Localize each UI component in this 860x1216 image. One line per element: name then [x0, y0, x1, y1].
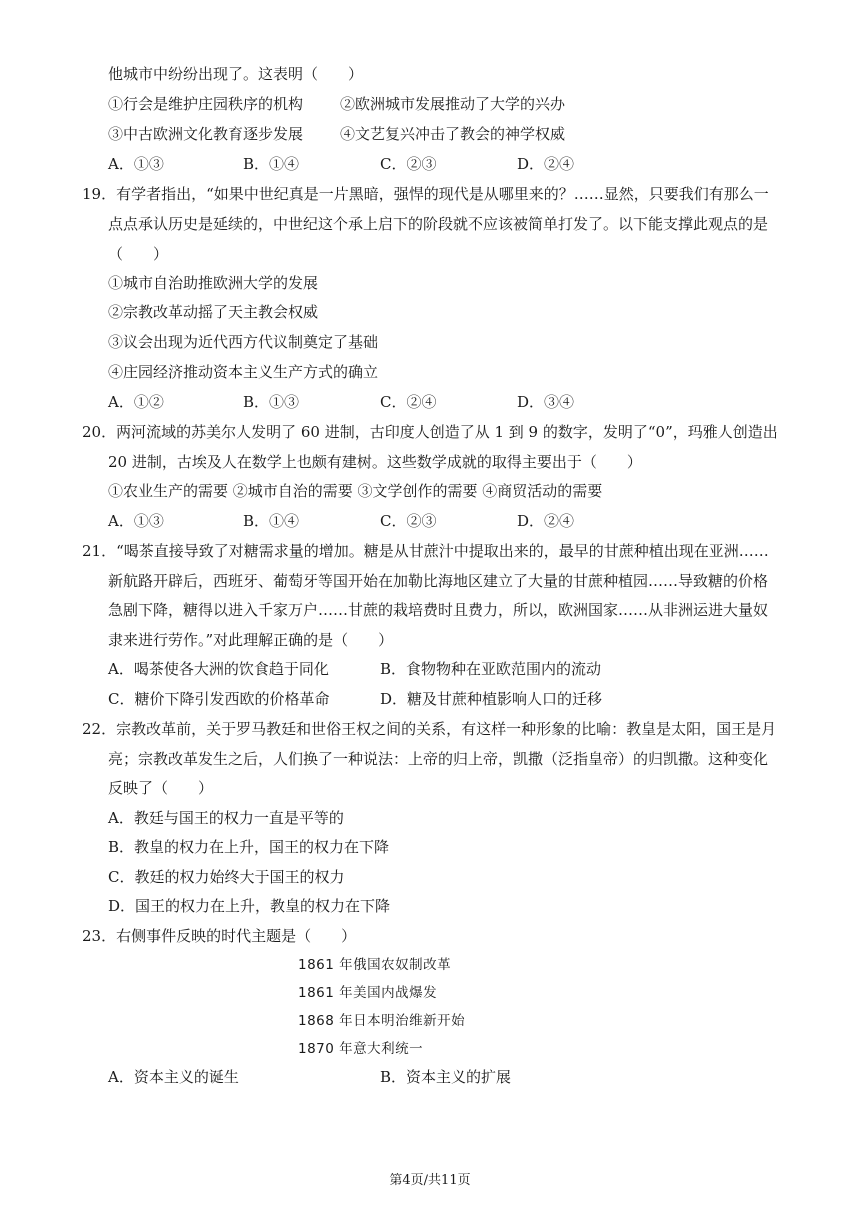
q20-option-a[interactable]: A．①③ [108, 512, 164, 530]
q20-option-b[interactable]: B．①④ [243, 512, 300, 530]
q19-statement-3: ③议会出现为近代西方代议制奠定了基础 [108, 333, 379, 351]
q18-statement-1: ①行会是维护庄园秩序的机构 [108, 95, 304, 113]
q18-option-d[interactable]: D．②④ [517, 155, 575, 173]
q18-option-c[interactable]: C．②③ [380, 155, 437, 173]
q22-stem-line-1: 22．宗教改革前，关于罗马教廷和世俗王权之间的关系，有这样一种形象的比喻：教皇是太阳，国王是月 [82, 720, 777, 738]
q23-event-2: 1861 年美国内战爆发 [298, 985, 438, 1001]
q20-stem-line-2: 20 进制，古埃及人在数学上也颇有建树。这些数学成就的取得主要出于（ ） [108, 453, 642, 471]
page-number: 第4页/共11页 [389, 1173, 471, 1188]
q20-statements: ①农业生产的需要 ②城市自治的需要 ③文学创作的需要 ④商贸活动的需要 [108, 482, 603, 500]
q19-option-a[interactable]: A．①② [108, 393, 164, 411]
q22-option-c[interactable]: C．教廷的权力始终大于国王的权力 [108, 868, 345, 886]
q22-option-a[interactable]: A．教廷与国王的权力一直是平等的 [108, 809, 344, 827]
q20-stem-line-1: 20．两河流域的苏美尔人发明了 60 进制，古印度人创造了从 1 到 9 的数字，发明了“0”，玛雅人创造出 [82, 423, 778, 441]
q19-option-b[interactable]: B．①③ [243, 393, 300, 411]
q23-stem: 23．右侧事件反映的时代主题是（ ） [82, 927, 357, 945]
q22-stem-line-2: 亮；宗教改革发生之后，人们换了一种说法：上帝的归上帝，凯撒（泛指皇帝）的归凯撒。这种变化 [108, 750, 769, 768]
q22-option-d[interactable]: D．国王的权力在上升，教皇的权力在下降 [108, 897, 391, 915]
q21-stem-line-2: 新航路开辟后，西班牙、葡萄牙等国开始在加勒比海地区建立了大量的甘蔗种植园……导致糖的价格 [108, 572, 769, 590]
q22-option-b[interactable]: B．教皇的权力在上升，国王的权力在下降 [108, 838, 390, 856]
q19-statement-1: ①城市自治助推欧洲大学的发展 [108, 274, 319, 292]
q23-event-4: 1870 年意大利统一 [298, 1041, 424, 1057]
q18-statement-2: ②欧洲城市发展推动了大学的兴办 [340, 95, 566, 113]
q18-statement-3: ③中古欧洲文化教育逐步发展 [108, 125, 304, 143]
q19-stem-line-1: 19．有学者指出，“如果中世纪真是一片黑暗，强悍的现代是从哪里来的？……显然，只要我们有那么一 [82, 185, 769, 203]
q18-statement-4: ④文艺复兴冲击了教会的神学权威 [340, 125, 566, 143]
q21-option-a[interactable]: A．喝茶使各大洲的饮食趋于同化 [108, 660, 329, 678]
q20-option-c[interactable]: C．②③ [380, 512, 437, 530]
q18-stem-continuation: 他城市中纷纷出现了。这表明（ ） [108, 65, 364, 83]
q19-statement-4: ④庄园经济推动资本主义生产方式的确立 [108, 363, 379, 381]
q18-option-a[interactable]: A．①③ [108, 155, 164, 173]
q21-stem-line-1: 21．“喝茶直接导致了对糖需求量的增加。糖是从甘蔗汁中提取出来的，最早的甘蔗种植出现在亚洲…… [82, 542, 769, 560]
q19-statement-2: ②宗教改革动摇了天主教会权威 [108, 303, 319, 321]
q21-option-d[interactable]: D．糖及甘蔗种植影响人口的迁移 [380, 690, 603, 708]
q19-stem-line-2: 点点承认历史是延续的，中世纪这个承上启下的阶段就不应该被简单打发了。以下能支撑此观点的是 [108, 215, 769, 233]
q21-option-c[interactable]: C．糖价下降引发西欧的价格革命 [108, 690, 330, 708]
q19-stem-line-3: （ ） [108, 245, 169, 263]
q19-option-c[interactable]: C．②④ [380, 393, 437, 411]
q20-option-d[interactable]: D．②④ [517, 512, 575, 530]
q23-event-3: 1868 年日本明治维新开始 [298, 1013, 466, 1029]
q23-event-1: 1861 年俄国农奴制改革 [298, 957, 452, 973]
q21-option-b[interactable]: B．食物物种在亚欧范围内的流动 [380, 660, 602, 678]
q23-option-a[interactable]: A．资本主义的诞生 [108, 1068, 239, 1086]
q23-option-b[interactable]: B．资本主义的扩展 [380, 1068, 512, 1086]
q21-stem-line-3: 急剧下降，糖得以进入千家万户……甘蔗的栽培费时且费力，所以，欧洲国家……从非洲运进大量奴 [108, 601, 769, 619]
q18-option-b[interactable]: B．①④ [243, 155, 300, 173]
q22-stem-line-3: 反映了（ ） [108, 779, 214, 797]
q19-option-d[interactable]: D．③④ [517, 393, 575, 411]
q21-stem-line-4: 隶来进行劳作。”对此理解正确的是（ ） [108, 631, 394, 649]
